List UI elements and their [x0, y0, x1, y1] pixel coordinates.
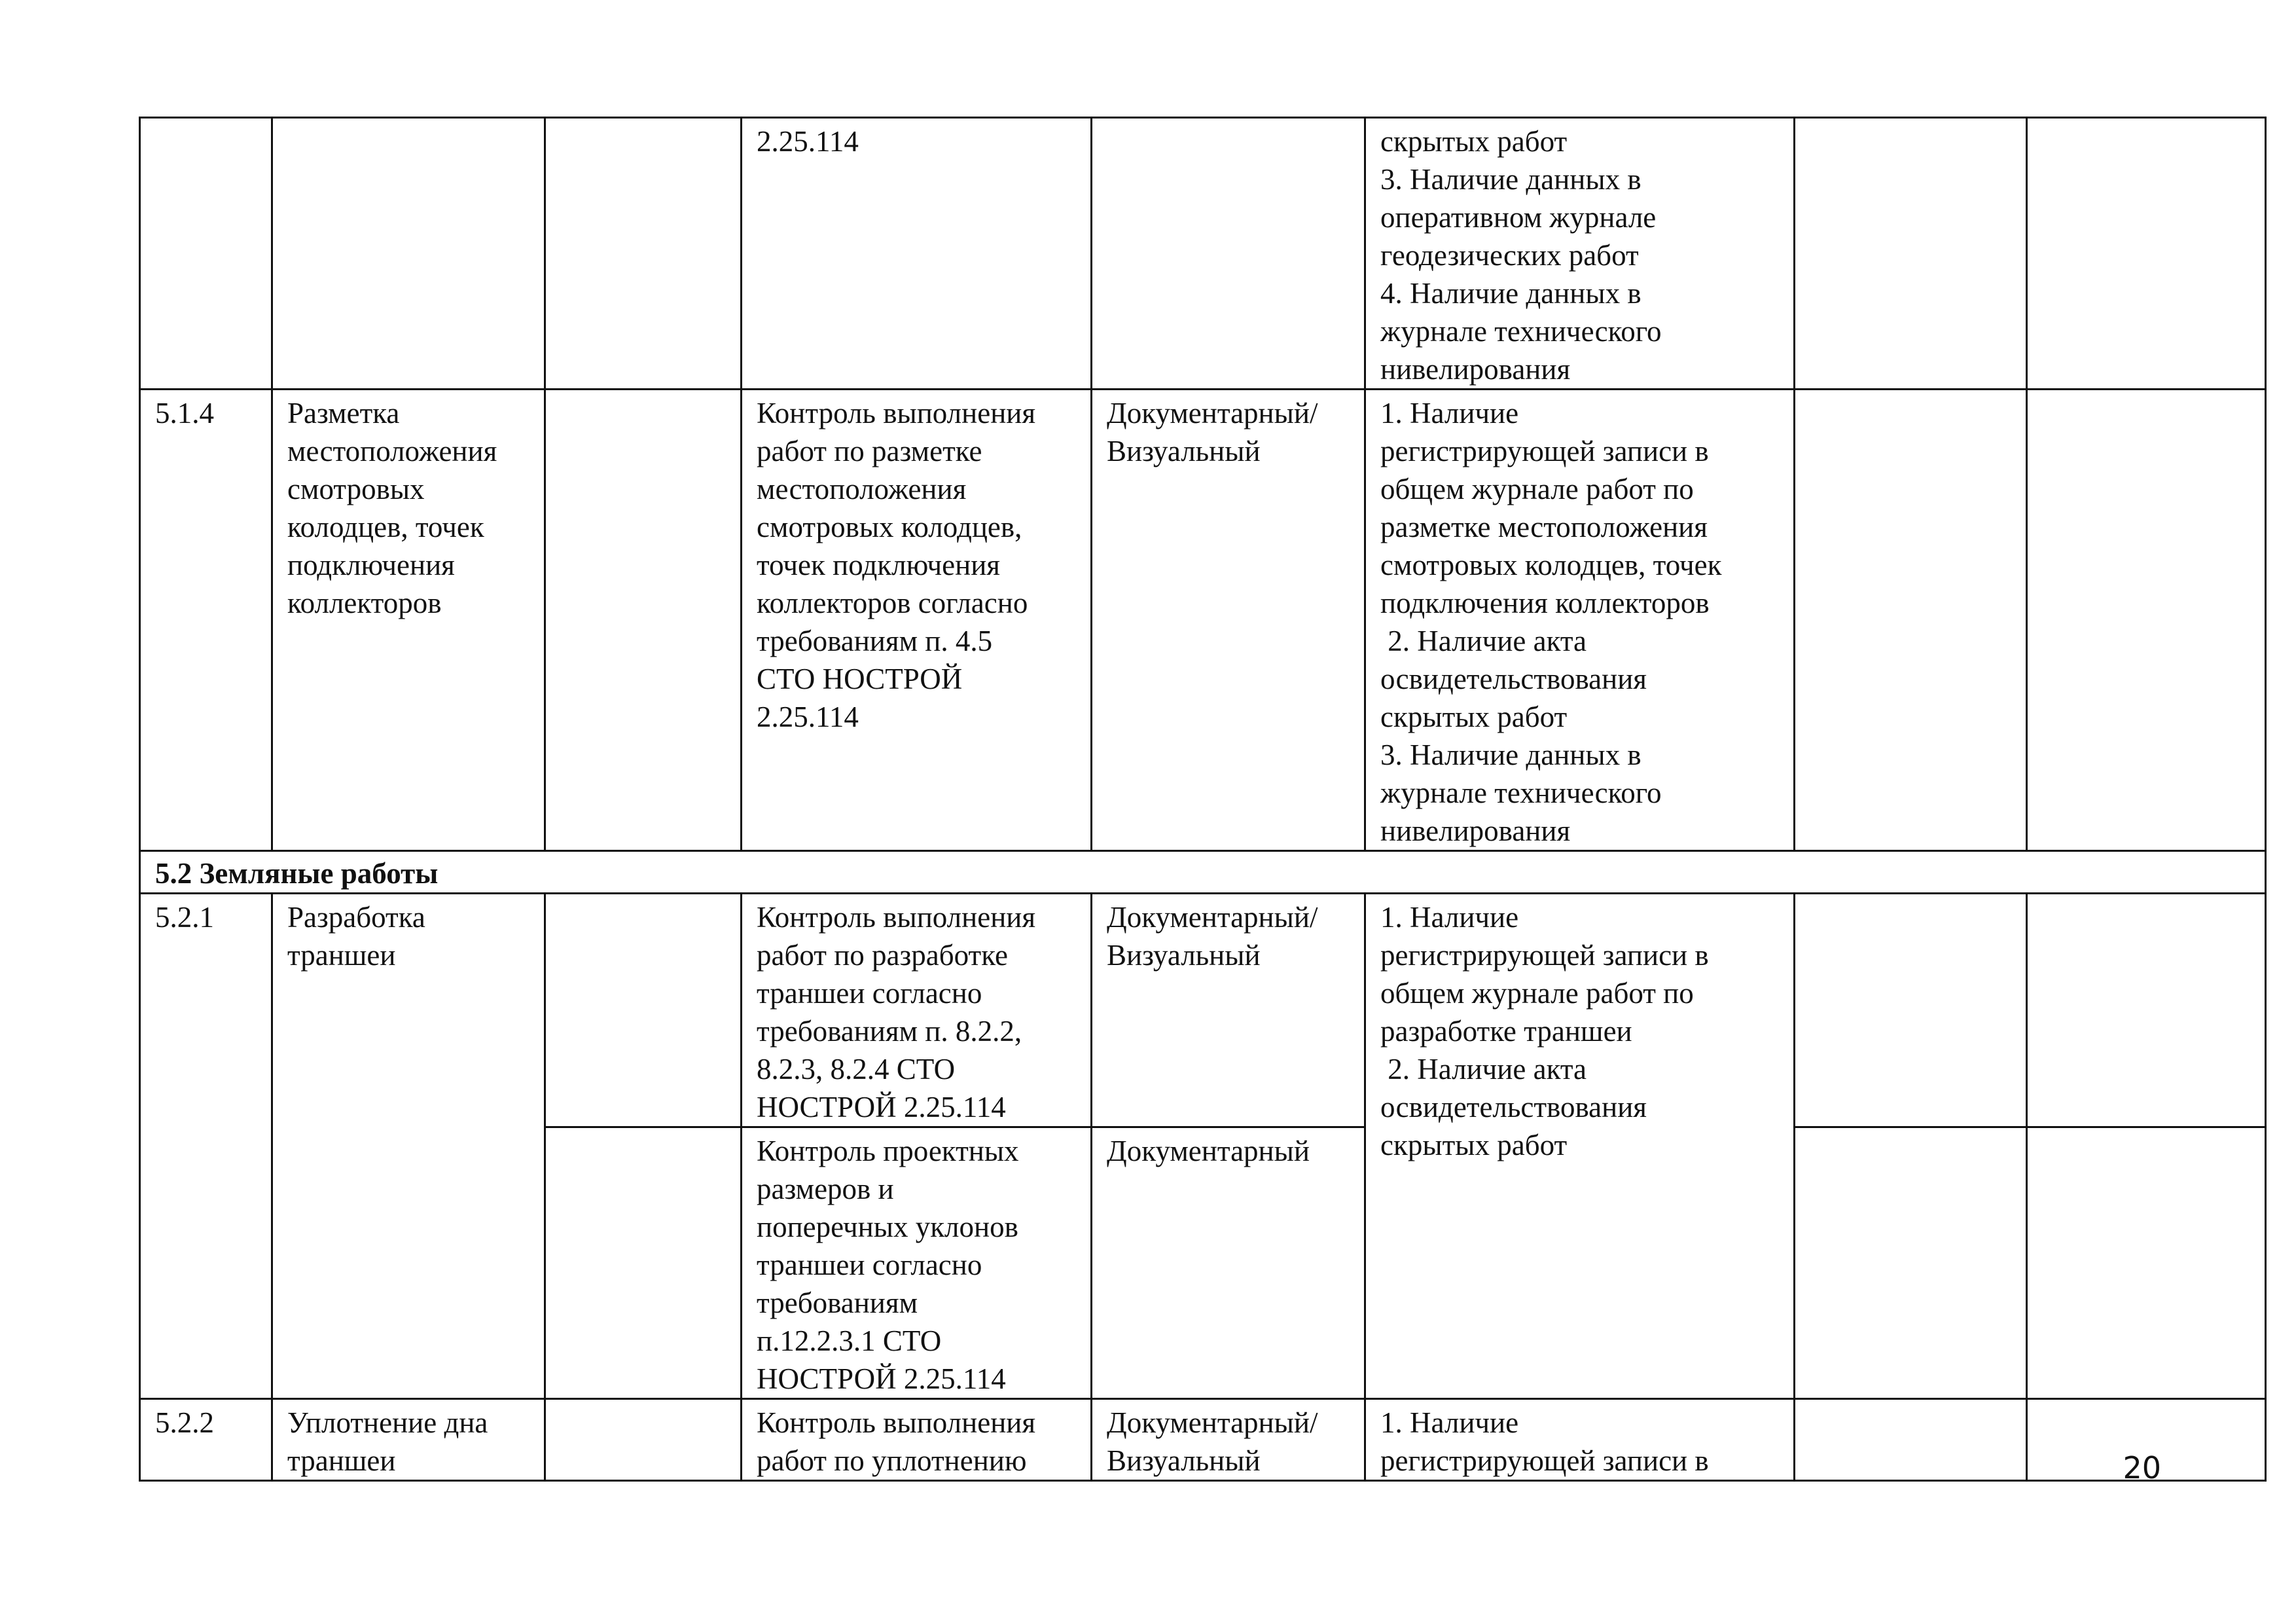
- text-line: требованиям: [757, 1286, 918, 1319]
- cell-blank: [545, 390, 742, 851]
- cell-number: [140, 894, 272, 1399]
- text-line: 8.2.3, 8.2.4 СТО: [757, 1053, 956, 1085]
- text-line: размеров и: [757, 1173, 894, 1205]
- text-line: траншеи согласно: [757, 977, 982, 1010]
- text-line: скрытых работ: [1380, 1129, 1568, 1161]
- text-line: Визуальный: [1107, 435, 1261, 467]
- text-line: смотровых колодцев, точек: [1380, 549, 1722, 581]
- row-number: 5.2.1: [155, 901, 214, 934]
- text-line: траншеи согласно: [757, 1249, 982, 1281]
- section-header-row: [140, 851, 2266, 894]
- text-line: 2.25.114: [757, 701, 859, 733]
- cell-control: [742, 1399, 1092, 1481]
- cell-blank: [545, 894, 742, 1127]
- cell-blank: [1795, 1399, 2027, 1481]
- text-line: разметке местоположения: [1380, 511, 1708, 543]
- text-line: местоположения: [757, 473, 967, 505]
- text-line: траншеи: [287, 939, 396, 972]
- text-line: Контроль проектных: [757, 1135, 1019, 1167]
- cell-blank: [2027, 1127, 2266, 1399]
- cell-work-name: [272, 390, 545, 851]
- text-line: общем журнале работ по: [1380, 473, 1694, 505]
- text-line: Контроль выполнения: [757, 1406, 1036, 1439]
- text-line: требованиям п. 4.5: [757, 625, 993, 657]
- text-line: 1. Наличие: [1380, 397, 1519, 429]
- cell-work-name: [272, 118, 545, 390]
- cell-blank: [545, 1399, 742, 1481]
- cell-number: [140, 118, 272, 390]
- text-line: СТО НОСТРОЙ: [757, 663, 963, 695]
- text-line: поперечных уклонов: [757, 1211, 1018, 1243]
- cell-blank: [1795, 118, 2027, 390]
- text-line: Документарный/: [1107, 397, 1318, 429]
- text-line: Визуальный: [1107, 1444, 1261, 1477]
- text-line: коллекторов: [287, 587, 442, 619]
- text-line: Визуальный: [1107, 939, 1261, 972]
- row-number: 5.2.2: [155, 1406, 214, 1439]
- text-line: регистрирующей записи в: [1380, 1444, 1709, 1477]
- text-line: геодезических работ: [1380, 239, 1639, 272]
- text-line: общем журнале работ по: [1380, 977, 1694, 1010]
- cell-result: [1365, 894, 1795, 1399]
- text-line: 2. Наличие акта: [1380, 625, 1587, 657]
- text-line: колодцев, точек: [287, 511, 484, 543]
- text-line: Документарный/: [1107, 901, 1318, 934]
- text-line: 4. Наличие данных в: [1380, 277, 1641, 310]
- text-line: 3. Наличие данных в: [1380, 163, 1641, 196]
- text-line: 2.25.114: [757, 125, 859, 158]
- text-line: 2. Наличие акта: [1380, 1053, 1587, 1085]
- cell-control: [742, 390, 1092, 851]
- text-line: смотровых колодцев,: [757, 511, 1022, 543]
- text-line: смотровых: [287, 473, 425, 505]
- cell-result: [1365, 1399, 1795, 1481]
- cell-control: [742, 1127, 1092, 1399]
- text-line: п.12.2.3.1 СТО: [757, 1324, 942, 1357]
- cell-blank: [545, 1127, 742, 1399]
- cell-method: [1092, 894, 1365, 1127]
- inspection-table: [139, 117, 2267, 1482]
- cell-method: [1092, 1399, 1365, 1481]
- text-line: Контроль выполнения: [757, 397, 1036, 429]
- text-line: журнале технического: [1380, 315, 1662, 348]
- cell-result: [1365, 118, 1795, 390]
- table-row-5-2-1: [140, 894, 2266, 1127]
- cell-control: [742, 894, 1092, 1127]
- text-line: освидетельствования: [1380, 663, 1647, 695]
- cell-work-name: [272, 1399, 545, 1481]
- cell-method: [1092, 118, 1365, 390]
- text-line: Документарный: [1107, 1135, 1310, 1167]
- text-line: разработке траншеи: [1380, 1015, 1632, 1048]
- text-line: НОСТРОЙ 2.25.114: [757, 1091, 1006, 1123]
- table-row-continuation: [140, 118, 2266, 390]
- cell-blank: [1795, 390, 2027, 851]
- table-row-5-2-2: [140, 1399, 2266, 1481]
- text-line: Разработка: [287, 901, 425, 934]
- text-line: регистрирующей записи в: [1380, 435, 1709, 467]
- cell-blank: [545, 118, 742, 390]
- text-line: местоположения: [287, 435, 497, 467]
- text-line: подключения коллекторов: [1380, 587, 1710, 619]
- text-line: скрытых работ: [1380, 701, 1568, 733]
- text-line: 3. Наличие данных в: [1380, 739, 1641, 771]
- cell-number: [140, 1399, 272, 1481]
- page-number: 20: [2123, 1450, 2161, 1486]
- text-line: журнале технического: [1380, 776, 1662, 809]
- text-line: освидетельствования: [1380, 1091, 1647, 1123]
- cell-method: [1092, 1127, 1365, 1399]
- cell-blank: [2027, 894, 2266, 1127]
- text-line: Уплотнение дна: [287, 1406, 488, 1439]
- text-line: скрытых работ: [1380, 125, 1568, 158]
- text-line: работ по разработке: [757, 939, 1008, 972]
- text-line: Разметка: [287, 397, 400, 429]
- row-number: 5.1.4: [155, 397, 214, 429]
- text-line: работ по разметке: [757, 435, 982, 467]
- cell-result: [1365, 390, 1795, 851]
- text-line: Контроль выполнения: [757, 901, 1036, 934]
- text-line: регистрирующей записи в: [1380, 939, 1709, 972]
- text-line: коллекторов согласно: [757, 587, 1028, 619]
- text-line: точек подключения: [757, 549, 1000, 581]
- text-line: 1. Наличие: [1380, 901, 1519, 934]
- section-title: 5.2 Земляные работы: [140, 851, 2266, 894]
- table-row-5-1-4: [140, 390, 2266, 851]
- cell-work-name: [272, 894, 545, 1399]
- text-line: требованиям п. 8.2.2,: [757, 1015, 1022, 1048]
- text-line: работ по уплотнению: [757, 1444, 1027, 1477]
- cell-control: [742, 118, 1092, 390]
- cell-blank: [1795, 1127, 2027, 1399]
- cell-number: [140, 390, 272, 851]
- cell-blank: [1795, 894, 2027, 1127]
- cell-blank: [2027, 390, 2266, 851]
- text-line: нивелирования: [1380, 353, 1571, 386]
- text-line: траншеи: [287, 1444, 396, 1477]
- text-line: Документарный/: [1107, 1406, 1318, 1439]
- text-line: 1. Наличие: [1380, 1406, 1519, 1439]
- text-line: нивелирования: [1380, 814, 1571, 847]
- cell-blank: [2027, 118, 2266, 390]
- text-line: НОСТРОЙ 2.25.114: [757, 1362, 1006, 1395]
- text-line: оперативном журнале: [1380, 201, 1657, 234]
- cell-method: [1092, 390, 1365, 851]
- text-line: подключения: [287, 549, 455, 581]
